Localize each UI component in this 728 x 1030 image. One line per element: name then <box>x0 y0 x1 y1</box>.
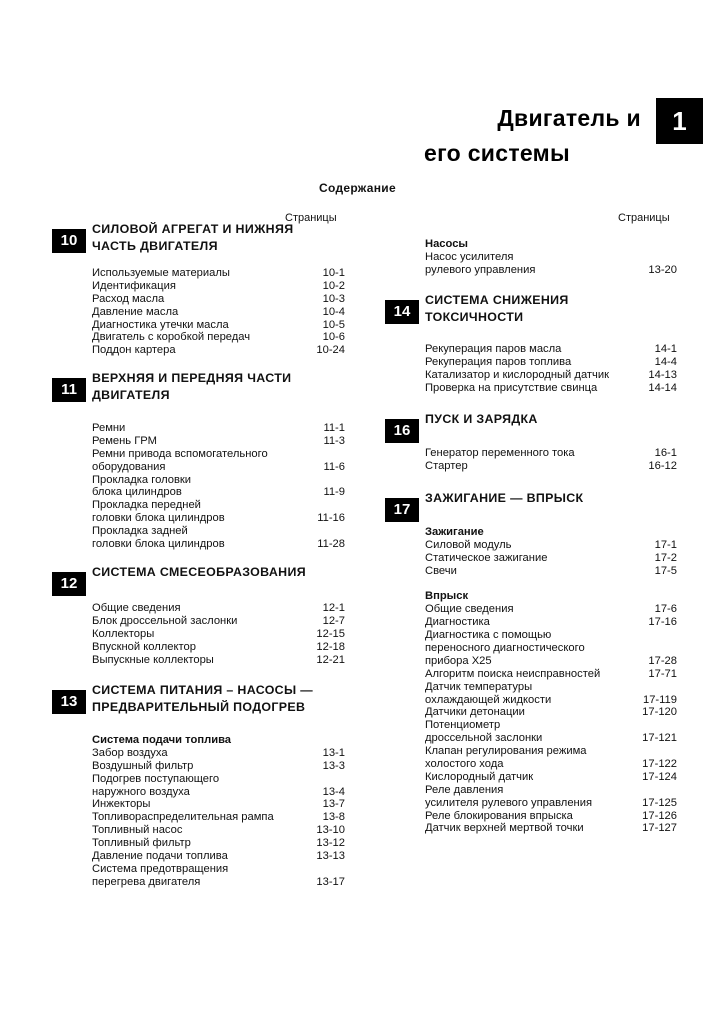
toc-entry-row <box>425 460 677 473</box>
toc-entry-row <box>425 668 677 681</box>
entry-label: Ремни привода вспомогательного <box>92 447 268 460</box>
entry-label: Идентификация <box>92 279 176 292</box>
toc-entry-row <box>425 797 677 810</box>
entry-label: Диагностика <box>425 616 490 629</box>
toc-entry-row <box>425 810 677 823</box>
subheading-row <box>425 590 677 603</box>
section-title-line: СИСТЕМА СНИЖЕНИЯ <box>425 293 569 307</box>
entry-page-number: 10-3 <box>322 292 345 305</box>
entry-page-number: 13-13 <box>316 850 345 863</box>
entry-label: охлаждающей жидкости <box>425 693 552 706</box>
entry-page-number: 17-124 <box>642 770 677 783</box>
section-number-badge: 12 <box>52 572 86 596</box>
entry-label: Воздушный фильтр <box>92 759 194 772</box>
toc-entry-row <box>425 552 677 565</box>
entry-page-number: 17-16 <box>648 616 677 629</box>
section-entries <box>425 526 677 835</box>
entry-label: Реле блокирования впрыска <box>425 809 573 822</box>
entry-page-number: 10-6 <box>322 331 345 344</box>
entry-page-number: 11-3 <box>323 434 345 447</box>
entry-label: дроссельной заслонки <box>425 732 543 745</box>
toc-entry-row <box>92 267 345 280</box>
section-number-badge: 16 <box>385 419 419 443</box>
entry-label: Расход масла <box>92 292 165 305</box>
entry-label: Алгоритм поиска неисправностей <box>425 667 601 680</box>
entry-label: Общие сведения <box>92 602 181 614</box>
pages-column-label-left: Страницы <box>285 212 337 224</box>
entry-page-number: 17-125 <box>642 796 677 809</box>
entry-page-number: 11-16 <box>317 512 345 525</box>
subheading-row <box>425 526 677 539</box>
toc-entry-row <box>92 435 345 448</box>
pages-column-label-right: Страницы <box>618 212 670 224</box>
entry-page-number: 17-126 <box>642 809 677 822</box>
entry-label: Диагностика с помощью <box>425 629 552 642</box>
entry-label: Зажигание <box>425 526 484 538</box>
entry-label: Генератор переменного тока <box>425 447 575 459</box>
entry-page-number: 13-17 <box>316 875 345 888</box>
toc-entry-row <box>425 382 677 395</box>
toc-entry-row <box>425 732 677 745</box>
entry-label: наружного воздуха <box>92 785 190 798</box>
entry-page-number: 11-1 <box>323 422 345 434</box>
entry-label: Прокладка передней <box>92 499 201 512</box>
entry-label: Стартер <box>425 459 468 472</box>
entry-label: Насосы <box>425 238 468 250</box>
section-title-line: ВЕРХНЯЯ И ПЕРЕДНЯЯ ЧАСТИ <box>92 371 292 385</box>
entry-page-number: 14-13 <box>648 368 677 381</box>
entry-label: усилителя рулевого управления <box>425 796 593 809</box>
entry-label: Двигатель с коробкой передач <box>92 331 251 344</box>
toc-entry-row <box>425 251 677 264</box>
toc-entry-row <box>92 747 345 760</box>
entry-label: Катализатор и кислородный датчик <box>425 368 610 381</box>
section-number-badge: 13 <box>52 690 86 714</box>
entry-label: Топливный фильтр <box>92 837 191 850</box>
toc-entry-row <box>425 681 677 694</box>
entry-label: Потенциометр <box>425 719 501 732</box>
contents-heading: Содержание <box>319 181 396 195</box>
entry-label: Проверка на присутствие свинца <box>425 381 598 394</box>
entry-page-number: 16-1 <box>654 447 677 459</box>
chapter-number-badge: 1 <box>656 98 703 144</box>
entry-label: Давление масла <box>92 305 179 318</box>
toc-entry-row <box>92 654 345 667</box>
toc-entry-row <box>425 578 677 591</box>
toc-entry-row <box>425 539 677 552</box>
entry-label: Топливораспределительная рампа <box>92 811 274 824</box>
toc-entry-row <box>425 784 677 797</box>
entry-label: рулевого управления <box>425 263 536 276</box>
entry-label: Прокладка головки <box>92 473 192 486</box>
toc-entry-row <box>425 758 677 771</box>
entry-page-number: 12-21 <box>316 653 345 666</box>
section-entries <box>92 422 345 551</box>
toc-entry-row <box>92 319 345 332</box>
entry-label: Впрыск <box>425 590 469 603</box>
toc-entry-row <box>92 293 345 306</box>
toc-entry-row <box>92 641 345 654</box>
entry-label: Насос усилителя <box>425 250 514 263</box>
toc-entry-row <box>92 602 345 615</box>
toc-entry-row <box>92 525 345 538</box>
entry-page-number: 12-1 <box>322 602 345 614</box>
entry-page-number: 17-6 <box>654 603 677 616</box>
toc-entry-row <box>92 824 345 837</box>
entry-page-number: 10-5 <box>322 318 345 331</box>
toc-entry-row <box>92 499 345 512</box>
toc-entry-row <box>92 512 345 525</box>
toc-entry-row <box>425 694 677 707</box>
entry-label: переносного диагностического <box>425 642 585 655</box>
toc-entry-row <box>92 280 345 293</box>
section-entries <box>92 734 345 889</box>
section-title <box>425 490 583 507</box>
entry-page-number: 17-122 <box>642 758 677 771</box>
toc-entry-row <box>425 771 677 784</box>
section-title <box>425 292 569 326</box>
entry-page-number: 17-119 <box>642 693 677 706</box>
subheading-row <box>425 238 677 251</box>
section-entries <box>425 238 677 277</box>
entry-label: холостого хода <box>425 758 504 771</box>
entry-label: прибора X25 <box>425 654 492 667</box>
entry-label: Используемые материалы <box>92 267 230 279</box>
entry-label: Датчики детонации <box>425 706 525 719</box>
section-title-line: ТОКСИЧНОСТИ <box>425 310 524 324</box>
entry-page-number: 13-1 <box>322 746 345 759</box>
entry-page-number: 11-28 <box>317 538 345 551</box>
subheading-row <box>92 734 345 747</box>
toc-entry-row <box>92 863 345 876</box>
section-title <box>425 411 538 428</box>
entry-label: головки блока цилиндров <box>92 512 225 525</box>
entry-page-number: 17-71 <box>648 667 677 680</box>
entry-page-number: 12-15 <box>316 627 345 640</box>
section-title-line: ПУСК И ЗАРЯДКА <box>425 412 538 426</box>
section-entries <box>425 343 677 395</box>
entry-label: Блок дроссельной заслонки <box>92 614 238 627</box>
toc-entry-row <box>92 306 345 319</box>
entry-label: Клапан регулирования режима <box>425 745 587 758</box>
entry-page-number: 13-3 <box>322 759 345 772</box>
entry-label: оборудования <box>92 460 166 473</box>
entry-label: Рекуперация паров топлива <box>425 355 572 368</box>
toc-entry-row <box>425 616 677 629</box>
toc-entry-row <box>92 461 345 474</box>
section-number-badge: 17 <box>385 498 419 522</box>
toc-entry-row <box>425 822 677 835</box>
entry-page-number: 13-4 <box>322 785 345 798</box>
entry-label: Забор воздуха <box>92 746 168 759</box>
toc-entry-row <box>92 850 345 863</box>
entry-page-number: 11-9 <box>323 486 345 499</box>
section-title <box>92 370 291 404</box>
section-title-line: ДВИГАТЕЛЯ <box>92 388 170 402</box>
toc-entry-row <box>92 760 345 773</box>
toc-entry-row <box>92 837 345 850</box>
entry-page-number: 14-14 <box>648 381 677 394</box>
toc-entry-row <box>425 745 677 758</box>
entry-label: Система предотвращения <box>92 862 229 875</box>
toc-entry-row <box>425 655 677 668</box>
entry-label: Подогрев поступающего <box>92 772 220 785</box>
entry-label: Свечи <box>425 564 457 577</box>
section-title <box>92 564 306 581</box>
entry-page-number: 17-5 <box>654 564 677 577</box>
entry-label: Рекуперация паров масла <box>425 343 562 355</box>
toc-entry-row <box>425 642 677 655</box>
toc-entry-row <box>92 344 345 357</box>
entry-page-number: 10-2 <box>322 279 345 292</box>
toc-entry-row <box>92 615 345 628</box>
section-title-line: СИЛОВОЙ АГРЕГАТ И НИЖНЯЯ <box>92 222 294 236</box>
entry-page-number: 17-28 <box>648 654 677 667</box>
toc-entry-row <box>92 786 345 799</box>
entry-label: Коллекторы <box>92 627 155 640</box>
entry-label: блока цилиндров <box>92 486 182 499</box>
toc-entry-row <box>425 719 677 732</box>
entry-label: Диагностика утечки масла <box>92 318 229 331</box>
entry-page-number: 13-8 <box>322 811 345 824</box>
entry-label: перегрева двигателя <box>92 875 201 888</box>
toc-entry-row <box>425 706 677 719</box>
toc-entry-row <box>92 448 345 461</box>
section-entries <box>92 267 345 357</box>
toc-entry-row <box>425 629 677 642</box>
entry-label: Давление подачи топлива <box>92 850 228 863</box>
entry-label: Инжекторы <box>92 798 151 811</box>
entry-page-number: 17-127 <box>642 822 677 835</box>
entry-page-number: 12-7 <box>322 614 345 627</box>
toc-entry-row <box>92 811 345 824</box>
toc-entry-row <box>92 798 345 811</box>
entry-label: Статическое зажигание <box>425 551 548 564</box>
entry-label: Система подачи топлива <box>92 734 232 746</box>
entry-page-number: 17-121 <box>642 732 677 745</box>
entry-label: Топливный насос <box>92 824 183 837</box>
entry-page-number: 16-12 <box>648 459 677 472</box>
entry-page-number: 17-120 <box>642 706 677 719</box>
page-title-line-2: его системы <box>424 140 570 166</box>
entry-page-number: 13-12 <box>316 837 345 850</box>
toc-entry-row <box>425 343 677 356</box>
toc-entry-row <box>92 331 345 344</box>
toc-entry-row <box>425 264 677 277</box>
toc-entry-row <box>92 422 345 435</box>
toc-entry-row <box>425 369 677 382</box>
toc-entry-row <box>92 474 345 487</box>
entry-page-number: 11-6 <box>323 460 345 473</box>
section-number-badge: 14 <box>385 300 419 324</box>
entry-label: Ремни <box>92 422 126 434</box>
section-title-line: ЗАЖИГАНИЕ — ВПРЫСК <box>425 491 584 505</box>
entry-page-number: 12-18 <box>316 640 345 653</box>
toc-entry-row <box>425 356 677 369</box>
entry-page-number: 17-2 <box>654 551 677 564</box>
entry-label: Датчик температуры <box>425 680 533 693</box>
section-title <box>92 221 293 255</box>
entry-label: Ремень ГРМ <box>92 434 157 447</box>
entry-page-number: 13-7 <box>322 798 345 811</box>
entry-label: Кислородный датчик <box>425 770 534 783</box>
toc-entry-row <box>92 538 345 551</box>
entry-page-number: 10-4 <box>322 305 345 318</box>
entry-page-number: 14-4 <box>654 355 677 368</box>
entry-label: Реле давления <box>425 783 504 796</box>
entry-label: Поддон картера <box>92 344 176 357</box>
entry-page-number: 14-1 <box>654 343 677 355</box>
section-title-line: СИСТЕМА СМЕСЕОБРАЗОВАНИЯ <box>92 565 306 579</box>
section-title <box>92 682 313 716</box>
entry-page-number: 10-24 <box>316 344 345 357</box>
entry-label: головки блока цилиндров <box>92 538 225 551</box>
entry-page-number: 13-20 <box>648 263 677 276</box>
entry-label: Впускной коллектор <box>92 640 196 653</box>
entry-page-number: 17-1 <box>654 538 677 551</box>
section-number-badge: 10 <box>52 229 86 253</box>
section-title-line: ЧАСТЬ ДВИГАТЕЛЯ <box>92 239 218 253</box>
page-title-line-1: Двигатель и <box>497 105 641 131</box>
toc-entry-row <box>425 565 677 578</box>
toc-entry-row <box>92 876 345 889</box>
entry-label: Датчик верхней мертвой точки <box>425 822 584 835</box>
section-number-badge: 11 <box>52 378 86 402</box>
entry-page-number: 13-10 <box>316 824 345 837</box>
entry-label: Силовой модуль <box>425 538 512 551</box>
entry-page-number: 10-1 <box>322 267 345 279</box>
section-title-line: СИСТЕМА ПИТАНИЯ – НАСОСЫ — <box>92 683 313 697</box>
section-entries <box>92 602 345 666</box>
entry-label: Выпускные коллекторы <box>92 653 214 666</box>
entry-label: Общие сведения <box>425 603 514 616</box>
toc-entry-row <box>92 628 345 641</box>
section-entries <box>425 447 677 473</box>
entry-label: Прокладка задней <box>92 525 188 538</box>
toc-entry-row <box>92 486 345 499</box>
toc-entry-row <box>92 773 345 786</box>
toc-entry-row <box>425 603 677 616</box>
toc-entry-row <box>425 447 677 460</box>
section-title-line: ПРЕДВАРИТЕЛЬНЫЙ ПОДОГРЕВ <box>92 700 306 714</box>
